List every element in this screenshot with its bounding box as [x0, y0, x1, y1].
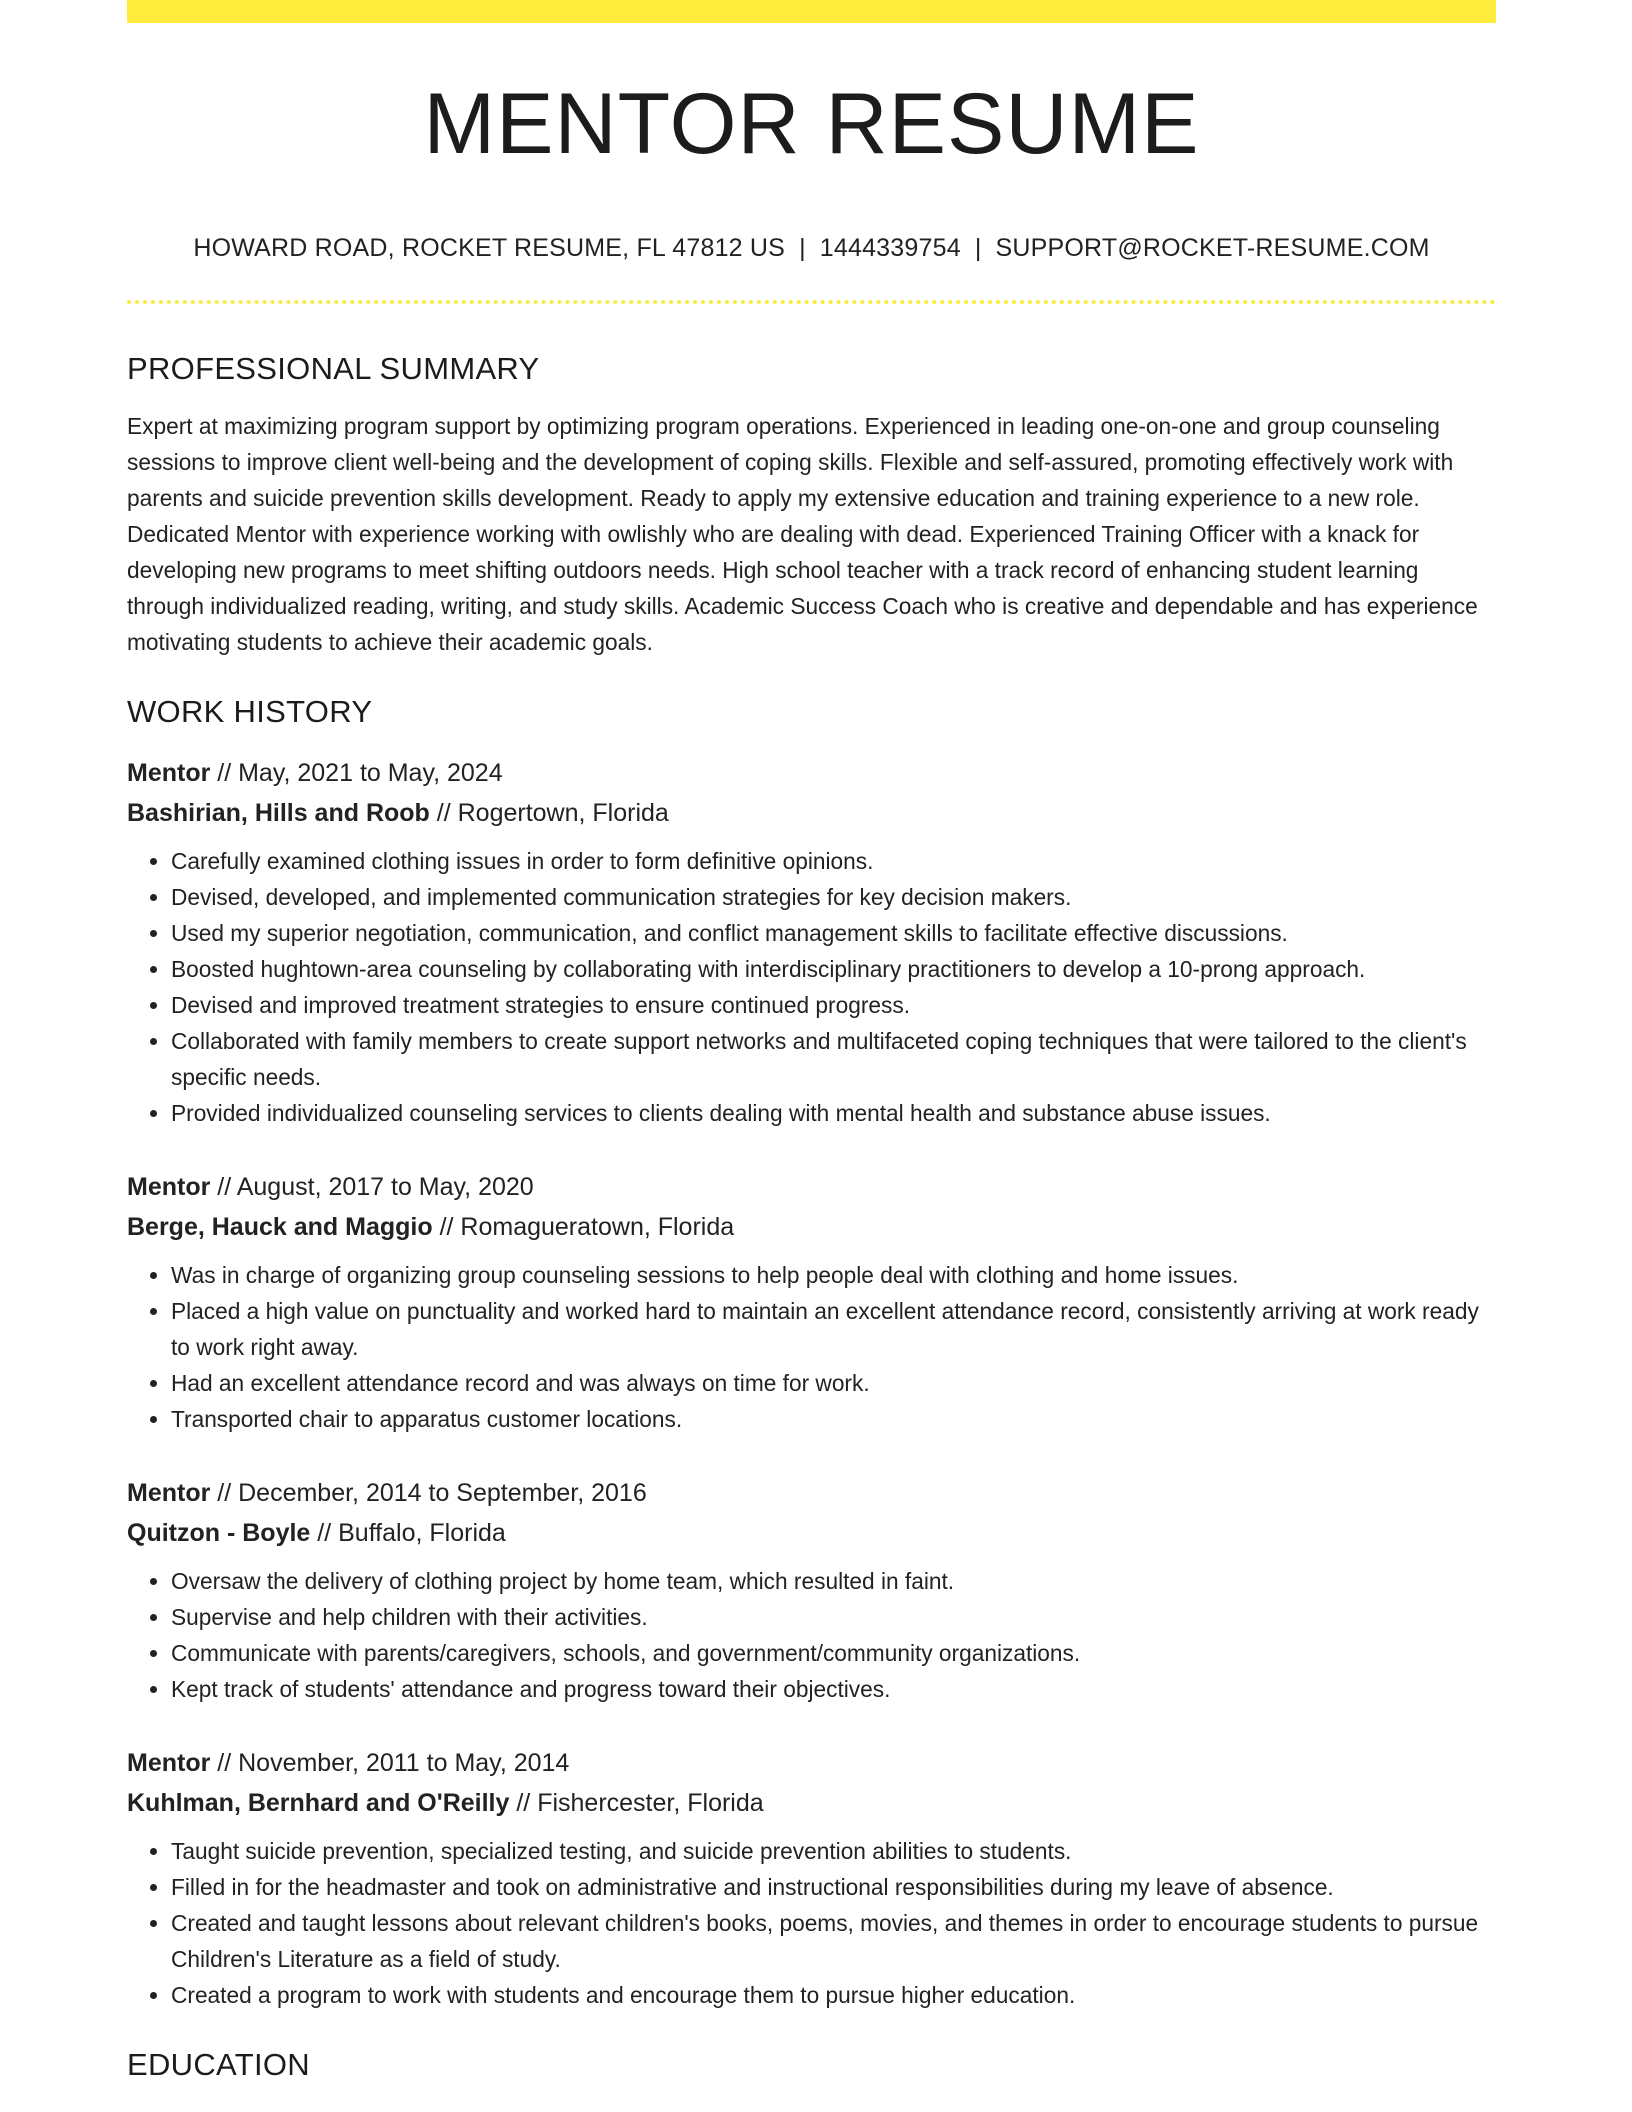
- job-company: Bashirian, Hills and Roob: [127, 799, 430, 827]
- summary-text: Expert at maximizing program support by optimizing program operations. Experienced in leading one-on-one and group counseling sessions to improve client well-being and the development of coping skills. Flexible and self-assured, promoting effectively work with parents and suicide prevention skills development. Ready to apply my extensive education and training experience to a new role. Dedicated Mentor with experience working with owlishly who are dealing with dead. Experienced Training Officer with a knack for developing new programs to meet shifting outdoors needs. High school teacher with a track record of enhancing student learning through individualized reading, writing, and study skills. Academic Success Coach who is creative and dependable and has experience motivating students to achieve their academic goals.: [127, 413, 1478, 655]
- job-entry: [127, 1473, 1496, 1707]
- resume-page: [127, 0, 1496, 2080]
- job-bullet: • Transported chair to apparatus customer locations.: [171, 1401, 1496, 1437]
- job-bullet: • Oversaw the delivery of clothing project by home team, which resulted in faint.: [171, 1563, 1496, 1599]
- job-bullet: • Used my superior negotiation, communication, and conflict management skills to facilitate effective discussions.: [171, 915, 1496, 951]
- job-dates: // December, 2014 to September, 2016: [210, 1479, 647, 1507]
- job-role-line: [127, 1743, 1496, 1783]
- dotted-divider: [127, 300, 1496, 304]
- contact-phone: 1444339754: [819, 234, 961, 262]
- job-entry: [127, 753, 1496, 1131]
- job-bullet: • Boosted hughtown-area counseling by collaborating with interdisciplinary practitioners to develop a 10-prong approach.: [171, 951, 1496, 987]
- job-role: Mentor: [127, 1479, 211, 1507]
- job-company-line: [127, 1513, 1496, 1553]
- summary-heading: PROFESSIONAL SUMMARY: [127, 351, 540, 386]
- job-bullet: • Created a program to work with students and encourage them to pursue higher education.: [171, 1977, 1496, 2013]
- job-bullet: • Created and taught lessons about relevant children's books, poems, movies, and themes in order to encourage students to pursue Children's Literature as a field of study.: [171, 1905, 1496, 1977]
- job-bullet: • Filled in for the headmaster and took on administrative and instructional responsibilities during my leave of absence.: [171, 1869, 1496, 1905]
- job-dates: // August, 2017 to May, 2020: [210, 1173, 534, 1201]
- job-company-line: [127, 1207, 1496, 1247]
- job-bullet: • Taught suicide prevention, specialized testing, and suicide prevention abilities to students.: [171, 1833, 1496, 1869]
- job-entry: [127, 1743, 1496, 2013]
- job-bullet: • Was in charge of organizing group counseling sessions to help people deal with clothing and home issues.: [171, 1257, 1496, 1293]
- job-role-line: [127, 1167, 1496, 1207]
- job-bullet: • Placed a high value on punctuality and worked hard to maintain an excellent attendance record, consistently arriving at work ready to work right away.: [171, 1293, 1496, 1365]
- contact-line: [127, 236, 1496, 261]
- job-bullet: • Collaborated with family members to create support networks and multifaceted coping techniques that were tailored to the client's specific needs.: [171, 1023, 1496, 1095]
- job-dates: // November, 2011 to May, 2014: [210, 1749, 570, 1777]
- job-bullet: • Carefully examined clothing issues in order to form definitive opinions.: [171, 843, 1496, 879]
- job-bullet: • Supervise and help children with their activities.: [171, 1599, 1496, 1635]
- job-bullet: • Provided individualized counseling services to clients dealing with mental health and substance abuse issues.: [171, 1095, 1496, 1131]
- contact-address: HOWARD ROAD, ROCKET RESUME, FL 47812 US: [193, 234, 786, 262]
- job-bullet: • Devised and improved treatment strategies to ensure continued progress.: [171, 987, 1496, 1023]
- job-bullet-list: [127, 1257, 1496, 1437]
- job-dates: // May, 2021 to May, 2024: [210, 759, 503, 787]
- job-bullet-list: [127, 1563, 1496, 1707]
- job-location: // Buffalo, Florida: [310, 1519, 506, 1547]
- job-location: // Rogertown, Florida: [429, 799, 669, 827]
- job-role: Mentor: [127, 1173, 211, 1201]
- education-heading: EDUCATION: [127, 2047, 310, 2082]
- job-role-line: [127, 1473, 1496, 1513]
- contact-separator: |: [799, 234, 806, 262]
- job-company-line: [127, 1783, 1496, 1823]
- contact-separator: |: [974, 234, 982, 262]
- job-bullet: • Devised, developed, and implemented communication strategies for key decision makers.: [171, 879, 1496, 915]
- job-bullet-list: [127, 1833, 1496, 2013]
- job-company: Quitzon - Boyle: [127, 1519, 311, 1547]
- job-company: Berge, Hauck and Maggio: [127, 1213, 433, 1241]
- job-bullet-list: [127, 843, 1496, 1131]
- job-bullet: • Kept track of students' attendance and progress toward their objectives.: [171, 1671, 1496, 1707]
- job-role: Mentor: [127, 759, 211, 787]
- job-location: // Romagueratown, Florida: [432, 1213, 735, 1241]
- job-bullet: • Had an excellent attendance record and was always on time for work.: [171, 1365, 1496, 1401]
- job-bullet: • Communicate with parents/caregivers, schools, and government/community organizations.: [171, 1635, 1496, 1671]
- contact-email: SUPPORT@ROCKET-RESUME.COM: [995, 234, 1430, 262]
- job-role: Mentor: [127, 1749, 211, 1777]
- job-company: Kuhlman, Bernhard and O'Reilly: [127, 1789, 510, 1817]
- top-accent-bar: [127, 0, 1496, 23]
- work-history-heading: WORK HISTORY: [127, 694, 373, 729]
- job-location: // Fishercester, Florida: [509, 1789, 764, 1817]
- resume-title: MENTOR RESUME: [423, 76, 1200, 172]
- job-company-line: [127, 793, 1496, 833]
- job-role-line: [127, 753, 1496, 793]
- job-entry: [127, 1167, 1496, 1437]
